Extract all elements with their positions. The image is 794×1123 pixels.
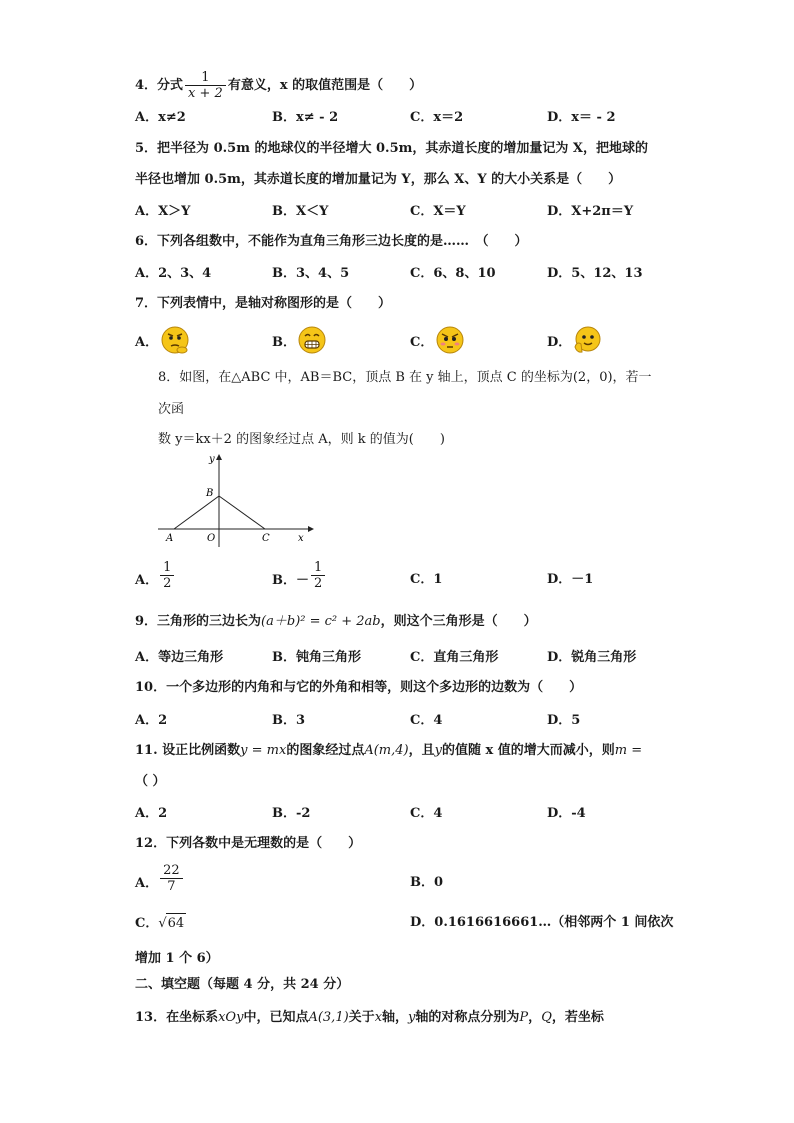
grinning-face-icon (297, 325, 327, 355)
q9-options (135, 648, 695, 668)
q11-stem-line1: 11. 设正比例函数y = mx的图象经过点A(m,4)，且y的值随 x 值的增大而减小，则m = (135, 743, 643, 758)
q8-option-d: D．－1 (547, 572, 594, 587)
q6-option-c: C．6、8、10 (410, 266, 496, 281)
q10-option-c: C．4 (410, 713, 443, 728)
q9-stem: 9．三角形的三边长为(a＋b)² = c² + 2ab，则这个三角形是（ ） (135, 614, 537, 629)
q8-stem-line2: 次函 (158, 402, 185, 417)
q4-suffix: 有意义，x 的取值范围是（ ） (227, 78, 423, 93)
q6-option-b: B．3、4、5 (272, 266, 350, 281)
q9-option-a: A．等边三角形 (135, 650, 224, 665)
segment-bc (219, 496, 265, 529)
q7-option-a: A． (135, 333, 158, 353)
y-axis-arrow (216, 454, 222, 460)
q9-option-d: D．锐角三角形 (547, 650, 637, 665)
q8-stem-line1: 8．如图，在△ABC 中，AB＝BC，顶点 B 在 y 轴上，顶点 C 的坐标为(2，0)，若一 (158, 370, 652, 385)
q5-option-c: C．X＝Y (410, 204, 466, 219)
q4-option-b: B．x≠ - 2 (272, 110, 339, 125)
q10-options (135, 711, 695, 731)
q10-option-d: D．5 (547, 713, 581, 728)
q12-row2 (135, 913, 695, 933)
q11-option-c: C．4 (410, 806, 443, 821)
q5-option-a: A．X＞Y (135, 204, 191, 219)
hand-on-chin-face-icon (572, 325, 602, 355)
q8-options (135, 560, 695, 591)
q10-option-a: A．2 (135, 713, 168, 728)
q7-options (135, 333, 695, 353)
q11-option-b: B．-2 (272, 806, 311, 821)
q10-stem: 10．一个多边形的内角和与它的外角和相等，则这个多边形的边数为（ ） (135, 680, 583, 695)
q8-option-a: A． $\frac{1}{2}$ (135, 570, 176, 591)
point-c-label: C (262, 533, 270, 544)
x-axis-label: x (298, 533, 304, 544)
point-a-label: A (166, 533, 174, 544)
thinking-face-icon (160, 325, 190, 355)
q11-stem-line2: （ ） (135, 774, 166, 789)
q8-option-b: B．－ $\frac{1}{2}$ (272, 570, 327, 591)
q4-option-c: C．x＝2 (410, 110, 464, 125)
q4-fraction: $\frac{1}{x + 2}$ (185, 70, 226, 101)
point-b-label: B (206, 488, 214, 499)
q4-option-a: A．x≠2 (135, 110, 186, 125)
q9-option-b: B．钝角三角形 (272, 650, 361, 665)
q12-option-d-continued: 增加 1 个 6） (135, 951, 219, 966)
q7-option-c: C． (410, 333, 433, 353)
q12-option-b: B．0 (410, 875, 444, 890)
q9-formula: (a＋b)² = c² + 2ab (261, 614, 381, 629)
y-axis-label: y (209, 454, 215, 465)
q11-options (135, 804, 695, 824)
q8-option-c: C．1 (410, 572, 443, 587)
segment-ab (174, 496, 219, 529)
q6-option-d: D．5、12、13 (547, 266, 643, 281)
q8-stem-line3: 数 y＝kx＋2 的图象经过点 A，则 k 的值为( ) (158, 432, 445, 447)
q10-option-b: B．3 (272, 713, 306, 728)
q4-options (135, 108, 695, 128)
q5-option-d: D．X+2π＝Y (547, 204, 634, 219)
q8-figure (150, 450, 320, 550)
q7-stem: 7．下列表情中，是轴对称图形的是（ ） (135, 296, 392, 311)
q4-stem (135, 70, 422, 101)
q5-option-b: B．X＜Y (272, 204, 329, 219)
q11-option-a: A．2 (135, 806, 168, 821)
q12-row1 (135, 863, 695, 894)
q7-option-b: B． (272, 333, 296, 353)
q12-option-a: A． $\frac{22}{7}$ (135, 873, 185, 894)
q9-option-c: C．直角三角形 (410, 650, 499, 665)
q4-prefix: 4．分式 (135, 78, 184, 93)
q5-stem-line2: 半径也增加 0.5m，其赤道长度的增加量记为 Y，那么 X、Y 的大小关系是（ ） (135, 172, 622, 187)
q7-option-d: D． (547, 333, 571, 353)
squinting-face-icon (435, 325, 465, 355)
q6-stem: 6．下列各组数中，不能作为直角三角形三边长度的是…… （ ） (135, 234, 528, 249)
q12-stem: 12．下列各数中是无理数的是（ ） (135, 836, 362, 851)
q6-options (135, 264, 695, 284)
origin-label: O (207, 533, 216, 544)
q12-option-c: C．√64 (135, 913, 186, 934)
q4-option-d: D．x＝ - 2 (547, 110, 616, 125)
x-axis-arrow (308, 526, 314, 532)
q12-option-d: D．0.1616616661…（相邻两个 1 间依次 (410, 915, 674, 930)
q13-stem: 13．在坐标系xOy中，已知点A(3,1)关于x轴，y轴的对称点分别为P，Q，若坐标 (135, 1010, 604, 1025)
section2-title: 二、填空题（每题 4 分，共 24 分） (135, 977, 350, 992)
q5-options (135, 202, 695, 222)
q6-option-a: A．2、3、4 (135, 266, 212, 281)
q11-option-d: D．-4 (547, 806, 586, 821)
q5-stem-line1: 5．把半径为 0.5m 的地球仪的半径增大 0.5m，其赤道长度的增加量记为 X，把地球的 (135, 141, 648, 156)
